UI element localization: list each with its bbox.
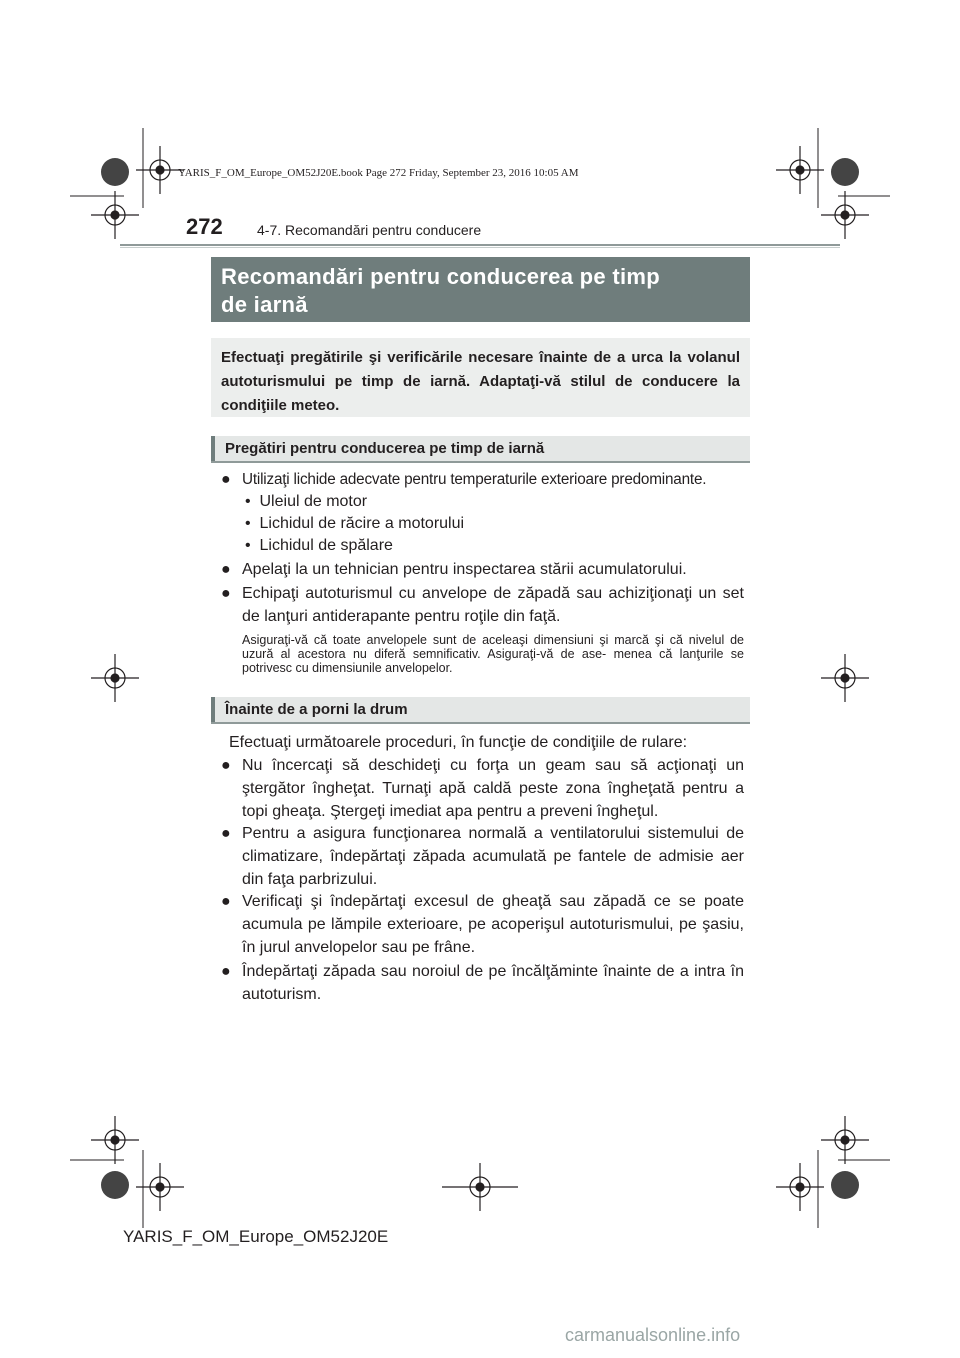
header-rule-thin (120, 247, 840, 248)
footer-document-id: YARIS_F_OM_Europe_OM52J20E (123, 1227, 389, 1246)
sub-bullet-icon: • (245, 537, 251, 554)
note-text: Asiguraţi-vă că toate anvelopele sunt de aceleaşi dimensiuni şi marcă şi că nivelul de uzură al acestora nu diferă semnificativ. Asiguraţi-vă de ase- menea că lanţurile se potrivesc cu dimensiunile anvelopelor. (242, 633, 744, 675)
sub-bullet-icon: • (245, 493, 251, 510)
intro-line-2: volanul autoturismului pe timp de iarnă. Adaptaţi-vă stilul de (221, 349, 741, 390)
title-line-1: Recomandări pentru conducerea pe timp (221, 264, 660, 289)
list-item: ● Echipaţi autoturismul cu anvelope de zăpadă sau achiziţionaţi un set de lanţuri antiderapante pentru roţile din faţă. (221, 582, 744, 628)
intro-text (211, 338, 750, 426)
sub-bullet-icon: • (245, 515, 251, 532)
intro-line-1: Efectuaţi pregătirile şi verificările necesare înainte de a urca la (221, 349, 682, 366)
bullet-icon: ● (221, 757, 231, 774)
list-item: ● Pentru a asigura funcţionarea normală a ventilatorului sistemului de climatizare, îndepărtaţi zăpada acumulată pe fantele de admisie aer din faţa parbrizului. (221, 822, 744, 891)
header-rule (120, 244, 840, 246)
list-item: ● Nu încercaţi să deschideţi cu forţa un geam sau să acţionaţi un ştergător îngheţat. Turnaţi apă caldă peste zona îngheţată pentru a topi gheaţa. Ştergeţi imediat apa pentru a preveni îngheţul. (221, 754, 744, 823)
bullet-icon: ● (221, 893, 231, 910)
chapter-title: 4-7. Recomandări pentru conducere (257, 222, 482, 238)
sub-list-item: • Lichidul de răcire a motorului (245, 515, 465, 532)
list-item: ● Verificaţi şi îndepărtaţi excesul de gheaţă sau zăpadă ce se poate acumula pe lămpile exterioare, pe acoperişul autoturismului, pe şasiu, în jurul anvelopelor sau pe frâne. (221, 890, 744, 959)
sub-list-item: • Uleiul de motor (245, 493, 368, 510)
title-line-2: de iarnă (221, 292, 308, 317)
watermark: carmanualsonline.info (565, 1325, 741, 1345)
bullet-icon: ● (221, 561, 231, 578)
section-title-box (211, 257, 750, 322)
bullet-icon: ● (221, 825, 231, 842)
section-heading-text: Pregătiri pentru conducerea pe timp de iarnă (225, 440, 545, 457)
intro-line-3: conducere la condiţiile meteo. (221, 373, 740, 414)
list-item: ● Îndepărtaţi zăpada sau noroiul de pe încălţăminte înainte de a intra în autoturism. (221, 960, 744, 1006)
list-item: ● Utilizaţi lichide adecvate pentru temperaturile exterioare predominante. (221, 468, 744, 491)
list-item: ● Apelaţi la un tehnician pentru inspectarea stării acumulatorului. (221, 558, 744, 581)
intro-box (211, 338, 750, 417)
section-heading-winter-prep (211, 436, 750, 463)
bullet-icon: ● (221, 963, 231, 980)
lead-text: Efectuaţi următoarele proceduri, în funcţie de condiţiile de rulare: (229, 734, 688, 751)
sub-list-item: • Lichidul de spălare (245, 537, 393, 554)
bullet-icon: ● (221, 471, 231, 488)
bullet-icon: ● (221, 585, 231, 602)
page-number: 272 (186, 214, 223, 239)
print-info: YARIS_F_OM_Europe_OM52J20E.book Page 272 Friday, September 23, 2016 10:05 AM (178, 167, 579, 179)
section-heading-text: Înainte de a porni la drum (225, 701, 408, 718)
section-heading-before-driving (211, 697, 750, 724)
page-title (211, 257, 750, 325)
